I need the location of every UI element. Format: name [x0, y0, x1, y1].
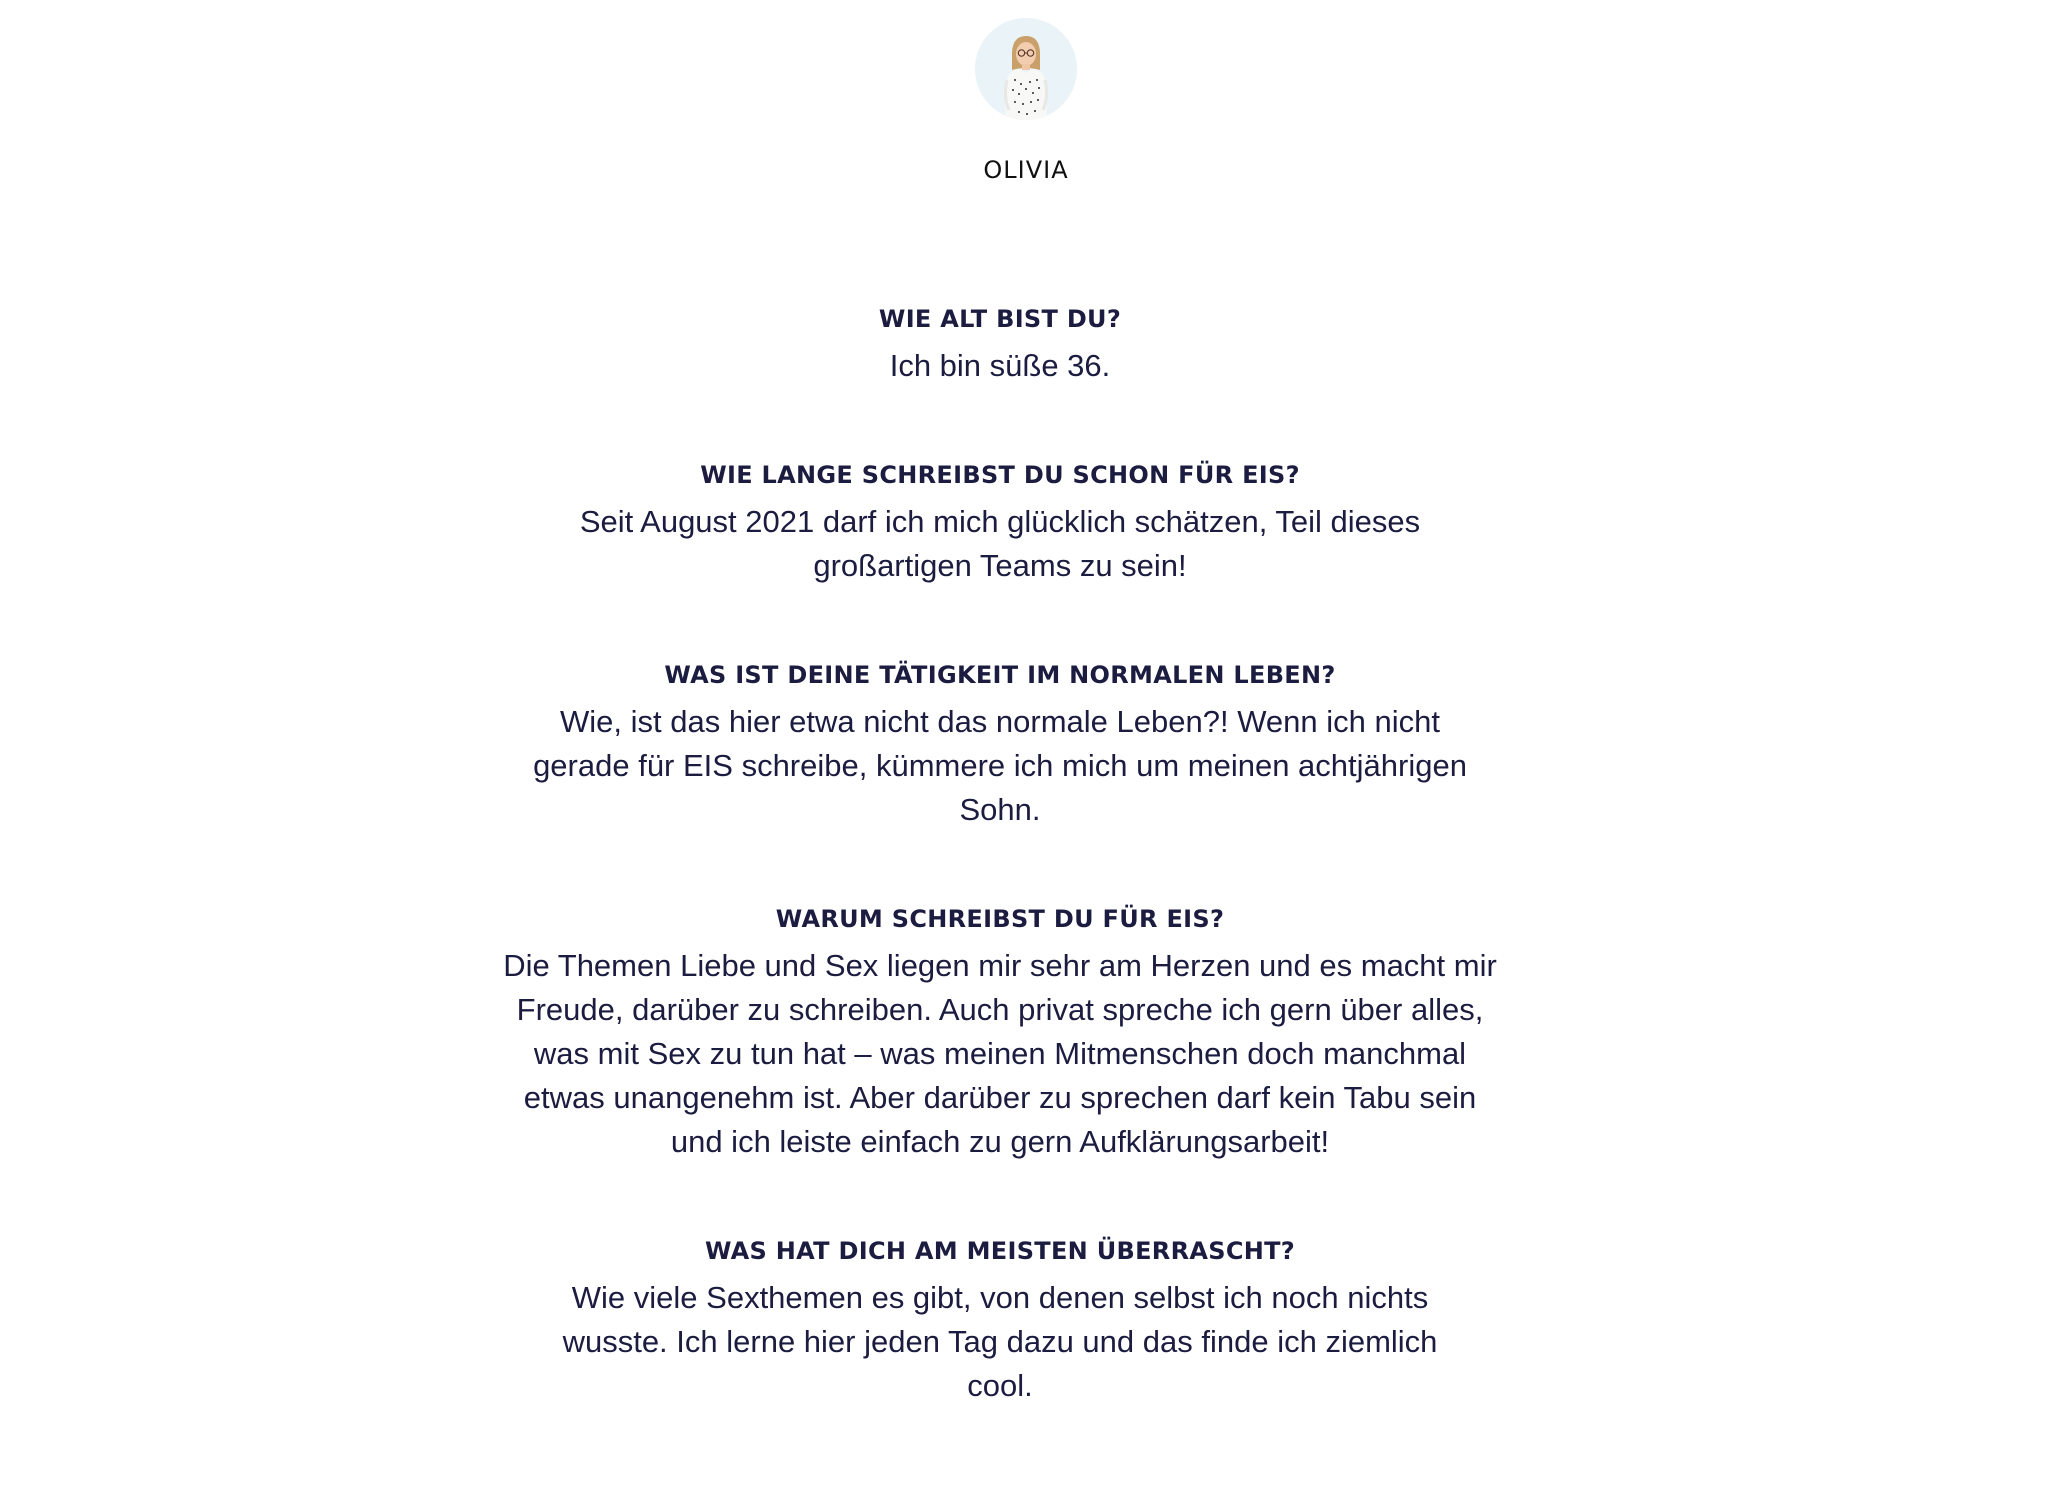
question-heading: WAS IST DEINE TÄTIGKEIT IM NORMALEN LEBEN?	[664, 661, 1336, 689]
answer-text: Ich bin süße 36.	[889, 348, 1111, 383]
question-heading: WIE ALT BIST DU?	[878, 305, 1122, 333]
answer-text: Die Themen Liebe und Sex liegen mir sehr am Herzen und es macht mir Freude, darüber zu schreiben. Auch privat spreche ich gern über alles, was mit Sex zu tun hat – was meinen Mitmenschen doch manchmal etwas unangenehm ist. Aber darüber zu sprechen darf kein Tabu sein und ich leiste einfach zu gern Aufklärungsarbeit!	[503, 948, 1497, 1159]
question-heading: WARUM SCHREIBST DU FÜR EIS?	[775, 905, 1225, 933]
qa-list	[500, 300, 1500, 1408]
author-profile	[0, 18, 2052, 184]
avatar	[975, 18, 1077, 120]
qa-item	[500, 300, 1500, 388]
qa-item	[500, 900, 1500, 1164]
question-heading: WAS HAT DICH AM MEISTEN ÜBERRASCHT?	[704, 1237, 1296, 1265]
avatar-photo-icon	[975, 18, 1077, 120]
answer-text: Seit August 2021 darf ich mich glücklich schätzen, Teil dieses großartigen Teams zu sein!	[579, 504, 1421, 583]
answer-text: Wie viele Sexthemen es gibt, von denen selbst ich noch nichts wusste. Ich lerne hier jeden Tag dazu und das finde ich ziemlich cool.	[562, 1280, 1438, 1403]
answer-text: Wie, ist das hier etwa nicht das normale Leben?! Wenn ich nicht gerade für EIS schreibe, kümmere ich mich um meinen achtjährigen Sohn.	[533, 704, 1467, 827]
qa-item	[500, 656, 1500, 832]
qa-item	[500, 1232, 1500, 1408]
author-name: OLIVIA	[983, 156, 1069, 184]
question-heading: WIE LANGE SCHREIBST DU SCHON FÜR EIS?	[700, 461, 1300, 489]
qa-item	[500, 456, 1500, 588]
